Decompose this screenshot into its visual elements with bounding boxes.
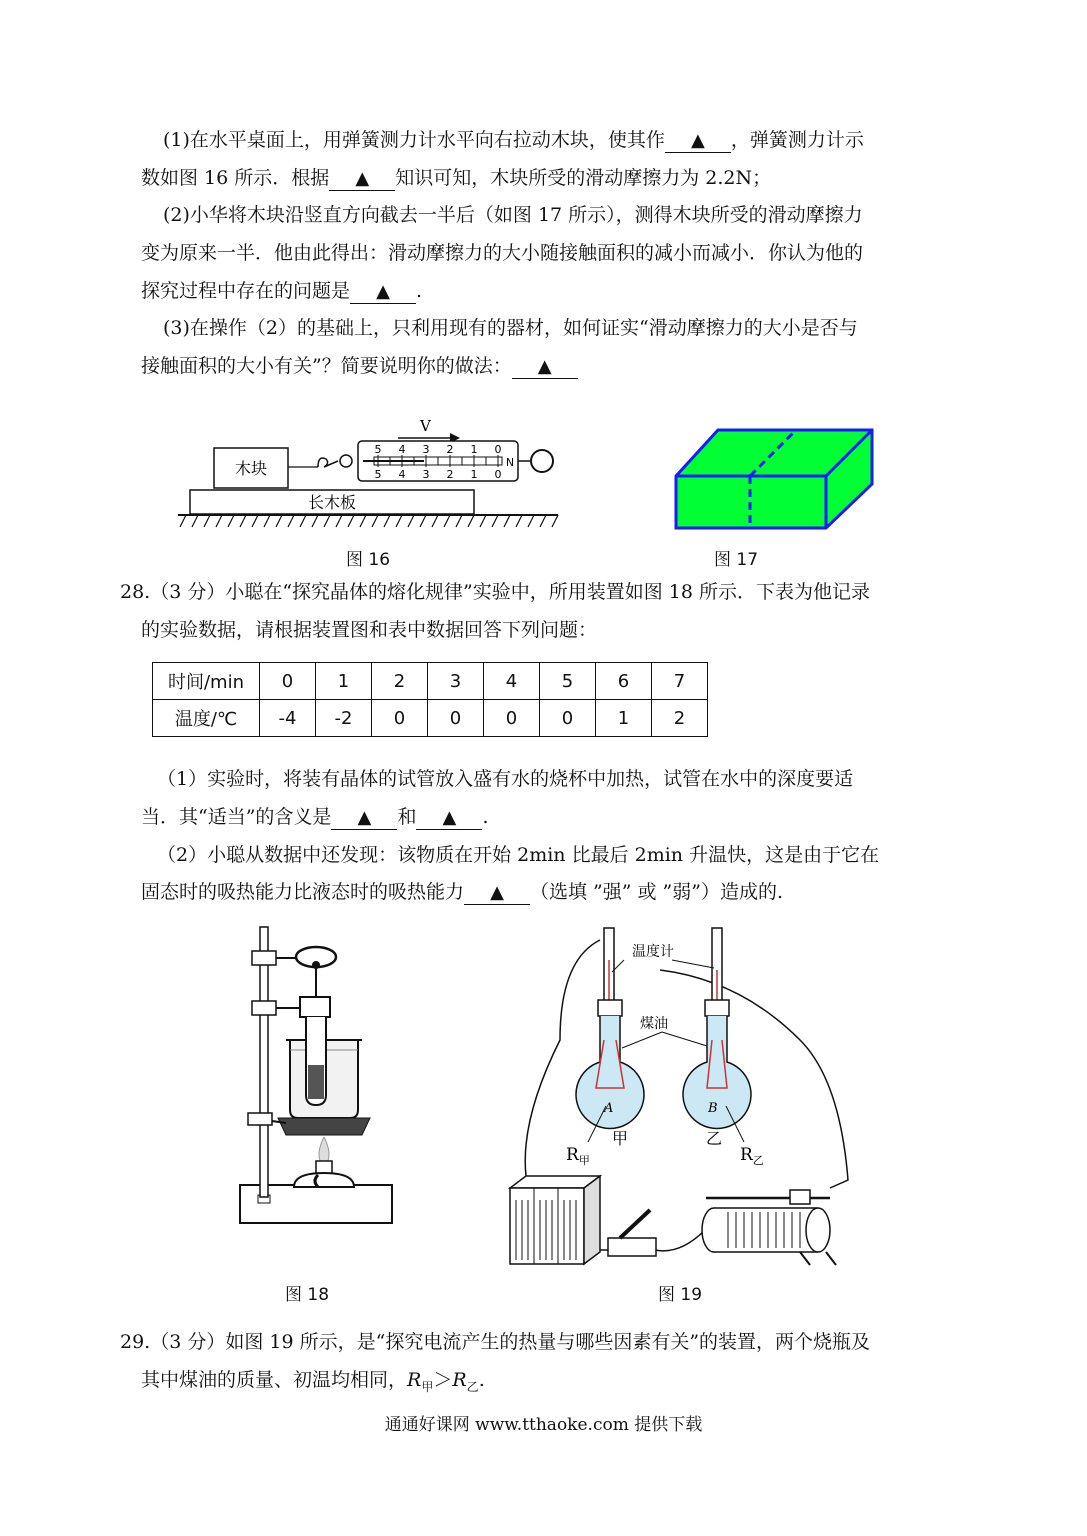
answer-blank[interactable]: ▲	[331, 807, 397, 830]
flask-b-letter: B	[708, 1101, 718, 1116]
figure-18-caption: 图 18	[285, 1285, 330, 1305]
svg-text:4: 4	[398, 443, 406, 456]
long-board-label: 长木板	[307, 493, 357, 512]
kerosene-label: 煤油	[640, 1016, 668, 1032]
wire-gauze	[278, 1118, 370, 1135]
svg-text:3: 3	[422, 443, 430, 456]
green-block	[676, 430, 872, 528]
svg-text:2: 2	[446, 443, 454, 456]
q28-p1-line2: 当．其“适当”的含义是 ▲ 和 ▲ .	[141, 806, 489, 828]
q28-line1: 28.（3 分）小聪在“探究晶体的熔化规律”实验中，所用装置如图 18 所示．下表为他记录	[120, 581, 871, 603]
velocity-label: V	[420, 417, 431, 435]
data-table	[152, 662, 708, 737]
svg-text:0: 0	[494, 443, 502, 456]
svg-text:2: 2	[446, 468, 454, 481]
figure-17	[674, 428, 874, 530]
table-hatching	[180, 515, 558, 527]
q27-p3-line2: 接触面积的大小有关”？简要说明你的做法： ▲	[141, 354, 578, 379]
q27-p2-line1: (2)小华将木块沿竖直方向截去一半后（如图 17 所示），测得木块所受的滑动摩擦力	[163, 204, 863, 226]
q28-p2-line2: 固态时的吸热能力比液态时的吸热能力 ▲ （选填 ”强” 或 ”弱”）造成的.	[141, 881, 784, 903]
svg-text:4: 4	[398, 468, 406, 481]
q27-p1-line2: 数如图 16 所示．根据 ▲ 知识可知，木块所受的滑动摩擦力为 2.2N；	[141, 167, 772, 189]
svg-text:5: 5	[374, 468, 382, 481]
answer-blank[interactable]: ▲	[416, 807, 482, 830]
q28-p2-line1: （2）小聪从数据中还发现：该物质在开始 2min 比最后 2min 升温快，这是由于它在	[157, 844, 880, 866]
answer-blank[interactable]: ▲	[350, 281, 416, 304]
q28-p1-line1: （1）实验时，将装有晶体的试管放入盛有水的烧杯中加热，试管在水中的深度要适	[157, 768, 854, 790]
switch	[608, 1238, 656, 1256]
figure-19	[500, 920, 860, 1270]
q27-p3-line1: (3)在操作（2）的基础上，只利用现有的器材，如何证实“滑动摩擦力的大小是否与	[163, 317, 858, 339]
scale-ring	[531, 450, 553, 472]
q27-p2-line3: 探究过程中存在的问题是 ▲ .	[141, 280, 423, 302]
table-header-temp: 温度/℃	[153, 700, 260, 737]
yi-label: 乙	[706, 1129, 723, 1148]
svg-text:5: 5	[374, 443, 382, 456]
svg-text:3: 3	[422, 468, 430, 481]
wood-block-label: 木块	[234, 459, 268, 478]
q27-p1-line1: (1)在水平桌面上，用弹簧测力计水平向右拉动木块，使其作 ▲ ，弹簧测力计示	[163, 129, 864, 151]
svg-text:0: 0	[494, 468, 502, 481]
table-header-time: 时间/min	[153, 663, 260, 700]
svg-text:1: 1	[470, 468, 478, 481]
figure-16-caption: 图 16	[346, 550, 391, 570]
table-row: 温度/℃ -4 -2 0 0 0 0 1 2	[153, 700, 708, 737]
q28-line2: 的实验数据，请根据装置图和表中数据回答下列问题：	[141, 619, 598, 641]
alcohol-lamp	[294, 1173, 354, 1187]
svg-text:N: N	[505, 456, 515, 469]
figure-18	[238, 925, 398, 1230]
answer-blank[interactable]: ▲	[665, 130, 731, 153]
footer: 通通好课网 www.tthaoke.com 提供下载	[384, 1415, 703, 1435]
svg-text:1: 1	[470, 443, 478, 456]
figure-19-caption: 图 19	[658, 1285, 703, 1305]
stand-rod	[260, 927, 268, 1197]
flask-a-letter: A	[604, 1101, 614, 1116]
table-row: 时间/min 0 1 2 3 4 5 6 7	[153, 663, 708, 700]
q29-line2: 其中煤油的质量、初温均相同，$R_甲>R_乙$.	[141, 1369, 485, 1394]
figure-17-caption: 图 17	[714, 550, 759, 570]
answer-blank[interactable]: ▲	[464, 882, 530, 905]
figure-16	[178, 395, 563, 535]
q27-p2-line2: 变为原来一半．他由此得出：滑动摩擦力的大小随接触面积的减小而减小．你认为他的	[141, 242, 864, 264]
hook	[318, 458, 338, 467]
r-b-label: $R_乙$	[740, 1145, 764, 1167]
r-a-label: $R_甲$	[566, 1145, 590, 1167]
answer-blank[interactable]: ▲	[512, 356, 578, 379]
velocity-arrow	[398, 417, 460, 443]
q29-line1: 29.（3 分）如图 19 所示，是“探究电流产生的热量与哪些因素有关”的装置，两个烧瓶及	[120, 1331, 871, 1353]
answer-blank[interactable]: ▲	[329, 168, 395, 191]
thermometer-label: 温度计	[632, 944, 674, 960]
jia-label: 甲	[612, 1129, 629, 1148]
